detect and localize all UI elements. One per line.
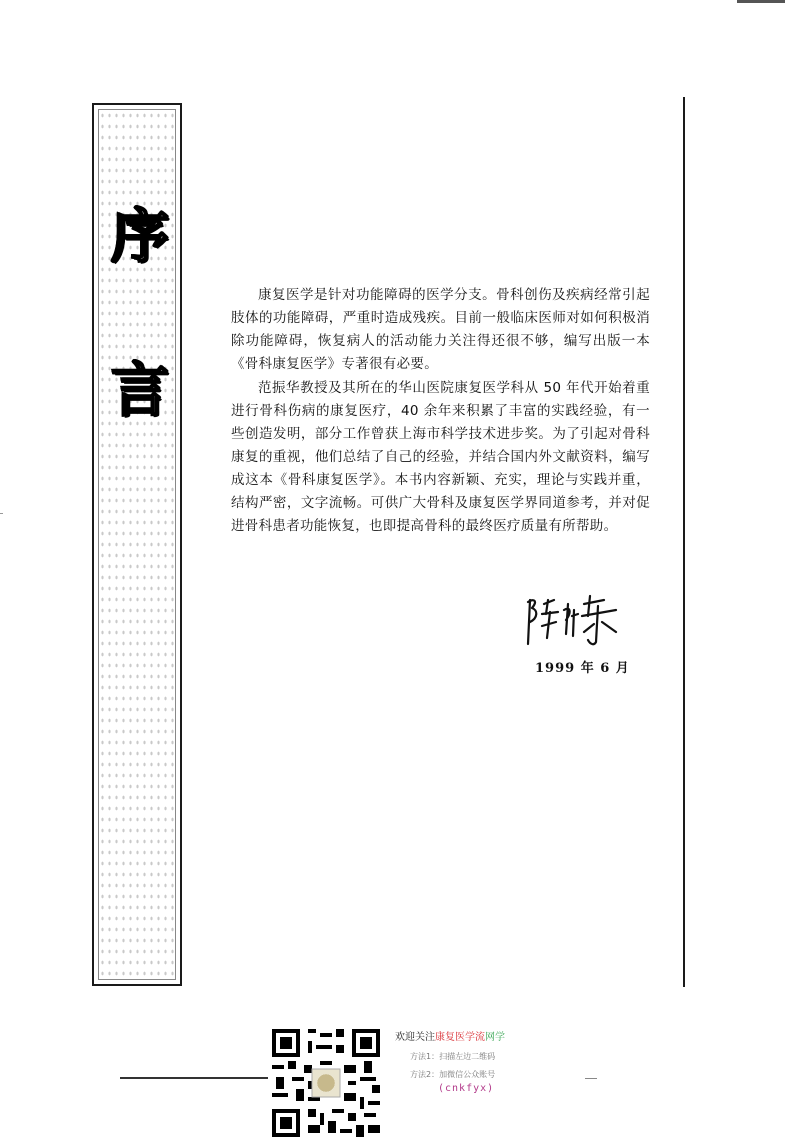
signature-image	[520, 592, 635, 652]
left-edge-mark	[0, 513, 3, 514]
band-pattern	[98, 109, 176, 980]
preface-body	[231, 284, 650, 539]
title-band	[92, 103, 182, 986]
top-edge-mark	[737, 0, 785, 3]
footer-dash	[585, 1078, 597, 1079]
title-char-yan: 言	[110, 356, 169, 424]
follow-brand-tail: 网学	[485, 1032, 505, 1043]
right-margin-rule	[683, 97, 685, 987]
qr-code-icon[interactable]	[268, 1025, 384, 1141]
wechat-account: (cnkfyx)	[438, 1083, 495, 1094]
follow-line	[395, 1028, 505, 1043]
follow-brand: 康复医学流	[435, 1032, 485, 1043]
method-1-text: 方法1：扫描左边二维码	[410, 1052, 496, 1061]
paragraph-1: 康复医学是针对功能障碍的医学分支。骨科创伤及疾病经常引起肢体的功能障碍，严重时造成残疾。目前一般临床医师对如何积极消除功能障碍，恢复病人的活动能力关注得还很不够，编写出版一本《骨科康复医学》专著很有必要。	[231, 287, 650, 372]
method-2-text: 方法2：加微信公众账号	[410, 1070, 496, 1079]
preface-date: 1999 年 6 月	[535, 661, 630, 676]
follow-prefix: 欢迎关注	[395, 1032, 435, 1043]
title-char-xu: 序	[110, 202, 169, 270]
footer-rule	[120, 1077, 272, 1079]
paragraph-2: 范振华教授及其所在的华山医院康复医学科从 50 年代开始着重进行骨科伤病的康复医疗，40 余年来积累了丰富的实践经验，有一些创造发明，部分工作曾获上海市科学技术进步奖。为了引起对骨科康复的重视，他们总结了自己的经验，并结合国内外文献资料，编写成这本《骨科康复医学》。本书内容新颖、充实，理论与实践并重，结构严密，文字流畅。可供广大骨科及康复医学界同道参考，并对促进骨科患者功能恢复，也即提高骨科的最终医疗质量有所帮助。	[231, 380, 650, 534]
